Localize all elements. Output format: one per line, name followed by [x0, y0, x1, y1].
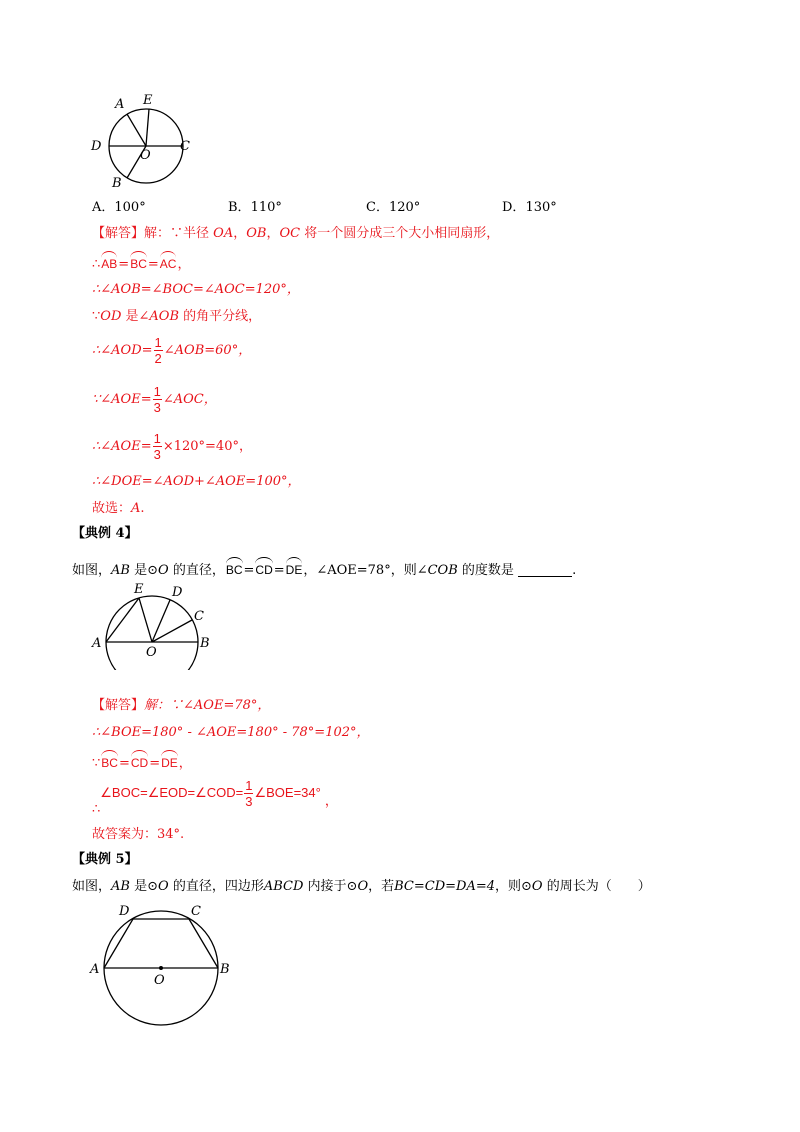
solution1-l4-mid: 是∠ [125, 309, 150, 324]
label-d: D [91, 139, 102, 154]
fraction-third-1-den: 3 [153, 400, 161, 415]
fraction-third-2 [153, 431, 162, 462]
solution1-oc: OC [279, 226, 301, 241]
label-c-3: C [191, 904, 201, 919]
example5-q-o3: O [531, 879, 543, 894]
radius-oa [127, 114, 146, 146]
example4-q-ab: AB [111, 563, 130, 578]
solution1-l4-od: OD [100, 309, 122, 324]
solution1-l5-pre: ∴∠AOD= [92, 343, 153, 358]
solution1-eq2: = [147, 257, 159, 272]
radius-oe-2 [139, 598, 152, 642]
label-d-3: D [119, 904, 130, 919]
solution1-eq1: = [118, 257, 130, 272]
choice-d-value: 130° [525, 200, 557, 215]
example4-q-mid3: ，∠AOE=78°，则∠ [303, 563, 428, 578]
fraction-third-3-den: 3 [245, 794, 253, 809]
example5-q-mid5: ，则⊙ [495, 879, 532, 894]
choice-b [228, 199, 282, 217]
choice-a-value: 100° [114, 200, 146, 215]
label-b: B [112, 176, 122, 191]
solution1-tag: 【解答】 [92, 226, 145, 241]
solution1-line6 [92, 384, 217, 415]
label-b-3: B [220, 962, 230, 977]
example5-q-cond: BC=CD=DA=4 [394, 879, 496, 894]
solution1-line4 [92, 308, 261, 326]
choice-c-letter: C． [366, 200, 389, 215]
sol-arc-de: DE [161, 750, 178, 772]
label-e: E [143, 93, 153, 108]
example4-q-dot: . [572, 563, 577, 578]
label-d-2: D [172, 585, 183, 600]
choice-a [92, 199, 146, 217]
example4-q-pre: 如图， [72, 563, 112, 578]
solution1-l4-aob: AOB [149, 309, 180, 324]
label-a-2: A [92, 636, 102, 651]
example4-q-end: 的度数是 [461, 563, 514, 578]
solution1-l4-end: 的角平分线， [183, 309, 262, 324]
solution1-l4-pre: ∵ [92, 309, 101, 324]
solution1-ob: OB [246, 226, 267, 241]
example4-eq1: = [243, 563, 255, 578]
example4-sol-l1: 解：∵∠AOE=78°， [144, 698, 271, 713]
example4-sol-eq1: = [118, 756, 130, 771]
ex4-arc-cd: CD [255, 557, 272, 579]
solution1-line7 [92, 431, 252, 462]
choice-d-letter: D． [502, 200, 526, 215]
example4-q-o: O [158, 563, 169, 578]
sol-arc-cd: CD [131, 750, 148, 772]
ex4-arc-bc: BC [226, 557, 243, 579]
choice-d [502, 199, 557, 217]
example5-title: 【典例 5】 [72, 852, 138, 867]
solution1-line5 [92, 335, 251, 366]
chord-ad [104, 919, 133, 968]
label-c: C [180, 139, 190, 154]
choice-c-value: 120° [388, 200, 421, 215]
example4-sol-l4-end: ， [324, 794, 338, 809]
example5-q-end: 的周长为（ ） [546, 879, 651, 894]
example5-q-pre: 如图， [72, 879, 112, 894]
example5-question [72, 878, 651, 896]
label-a: A [115, 97, 125, 112]
example5-q-ab: AB [111, 879, 130, 894]
sol-arc-bc: BC [101, 750, 118, 772]
answer-blank[interactable] [518, 562, 572, 577]
fraction-third-3-num: 1 [245, 778, 253, 793]
solution1-l7-pre: ∴∠AOE= [92, 439, 152, 454]
arc-ac: AC [160, 251, 177, 273]
example5-q-abcd: ABCD [263, 879, 304, 894]
solution1-line1 [92, 225, 499, 243]
example4-sol-tag: 【解答】 [92, 698, 145, 713]
radius-od-2 [152, 600, 170, 642]
example5-q-mid2: 的直径，四边形 [172, 879, 264, 894]
solution1-l9-end: . [140, 501, 145, 516]
choice-b-letter: B． [228, 200, 251, 215]
solution1-comma2: ， [266, 226, 280, 241]
example4-sol-eq2: = [149, 756, 161, 771]
label-a-3: A [90, 962, 100, 977]
radius-oc-2 [152, 620, 192, 642]
fraction-third-3 [244, 778, 253, 809]
example4-sol-l4-post: ∠BOE=34° [254, 785, 321, 800]
solution1-l9-ans: A [131, 501, 141, 516]
fraction-half-num: 1 [154, 335, 162, 350]
solution1-comma1: ， [233, 226, 247, 241]
solution1-line3: ∴∠AOB=∠BOC=∠AOC=120°， [92, 282, 300, 297]
fraction-half [154, 335, 163, 366]
solution1-line9 [92, 500, 145, 518]
choice-b-value: 110° [250, 200, 282, 215]
label-e-2: E [134, 582, 144, 597]
example5-q-mid3: 内接于⊙ [307, 879, 358, 894]
label-c-2: C [194, 609, 204, 624]
arc-ab: AB [101, 251, 117, 273]
solution1-line2 [92, 251, 190, 274]
example4-question [72, 557, 576, 580]
example4-q-cob: COB [427, 563, 458, 578]
fraction-third-2-num: 1 [153, 431, 161, 446]
example5-q-o: O [158, 879, 169, 894]
example4-sol-l3-pre: ∵ [92, 756, 101, 771]
example4-sol-line5: 故答案为：34°. [92, 827, 185, 842]
example5-q-o2: O [357, 879, 369, 894]
example4-sol-l3-end: ， [178, 756, 192, 771]
choice-a-letter: A． [92, 200, 115, 215]
label-o-2: O [146, 645, 157, 660]
solution1-l9-pre: 故选： [92, 501, 132, 516]
fraction-third-1-num: 1 [153, 384, 161, 399]
example4-sol-line4 [92, 778, 338, 817]
figure-circle-3 [88, 900, 238, 1030]
example4-sol-line1 [92, 697, 270, 715]
figure-circle-1 [85, 92, 195, 192]
radius-oe [146, 109, 149, 146]
example5-q-mid1: 是⊙ [134, 879, 159, 894]
fraction-half-den: 2 [154, 351, 162, 366]
figure-circle-2 [88, 580, 218, 670]
ex4-arc-de: DE [286, 557, 303, 579]
solution1-l7-post: ×120°=40°， [162, 439, 252, 454]
example4-title: 【典例 4】 [72, 526, 138, 541]
arc-bc: BC [130, 251, 147, 273]
solution1-l2-end: ， [177, 257, 191, 272]
solution1-l2-pre: ∴ [92, 257, 101, 272]
example4-sol-line2: ∴∠BOE=180° - ∠AOE=180° - 78°=102°， [92, 725, 370, 740]
solution1-oa: OA [213, 226, 234, 241]
example4-eq2: = [273, 563, 285, 578]
solution1-rest: 将一个圆分成三个大小相同扇形， [304, 226, 500, 241]
label-o: O [140, 148, 151, 163]
chord-cb [189, 919, 218, 968]
example4-sol-line3 [92, 750, 192, 773]
label-b-2: B [200, 636, 210, 651]
choice-c [366, 199, 420, 217]
fraction-third-2-den: 3 [153, 447, 161, 462]
label-o-3: O [154, 973, 165, 988]
example4-q-mid2: 的直径， [172, 563, 225, 578]
center-dot [159, 966, 163, 970]
solution1-line8: ∴∠DOE=∠AOD+∠AOE=100°， [92, 474, 301, 489]
example5-q-mid4: ，若 [368, 879, 395, 894]
solution1-l6-post: ∠AOC， [162, 392, 217, 407]
solution1-intro: 解：∵半径 [144, 226, 210, 241]
example4-sol-l4-therefore: ∴ [92, 802, 101, 817]
example4-sol-l4-pre: ∠BOC=∠EOD=∠COD= [100, 785, 244, 800]
solution1-l6-pre: ∵∠AOE= [92, 392, 152, 407]
fraction-third-1 [153, 384, 162, 415]
example4-q-mid1: 是⊙ [134, 563, 159, 578]
solution1-l5-post: ∠AOB=60°， [163, 343, 252, 358]
